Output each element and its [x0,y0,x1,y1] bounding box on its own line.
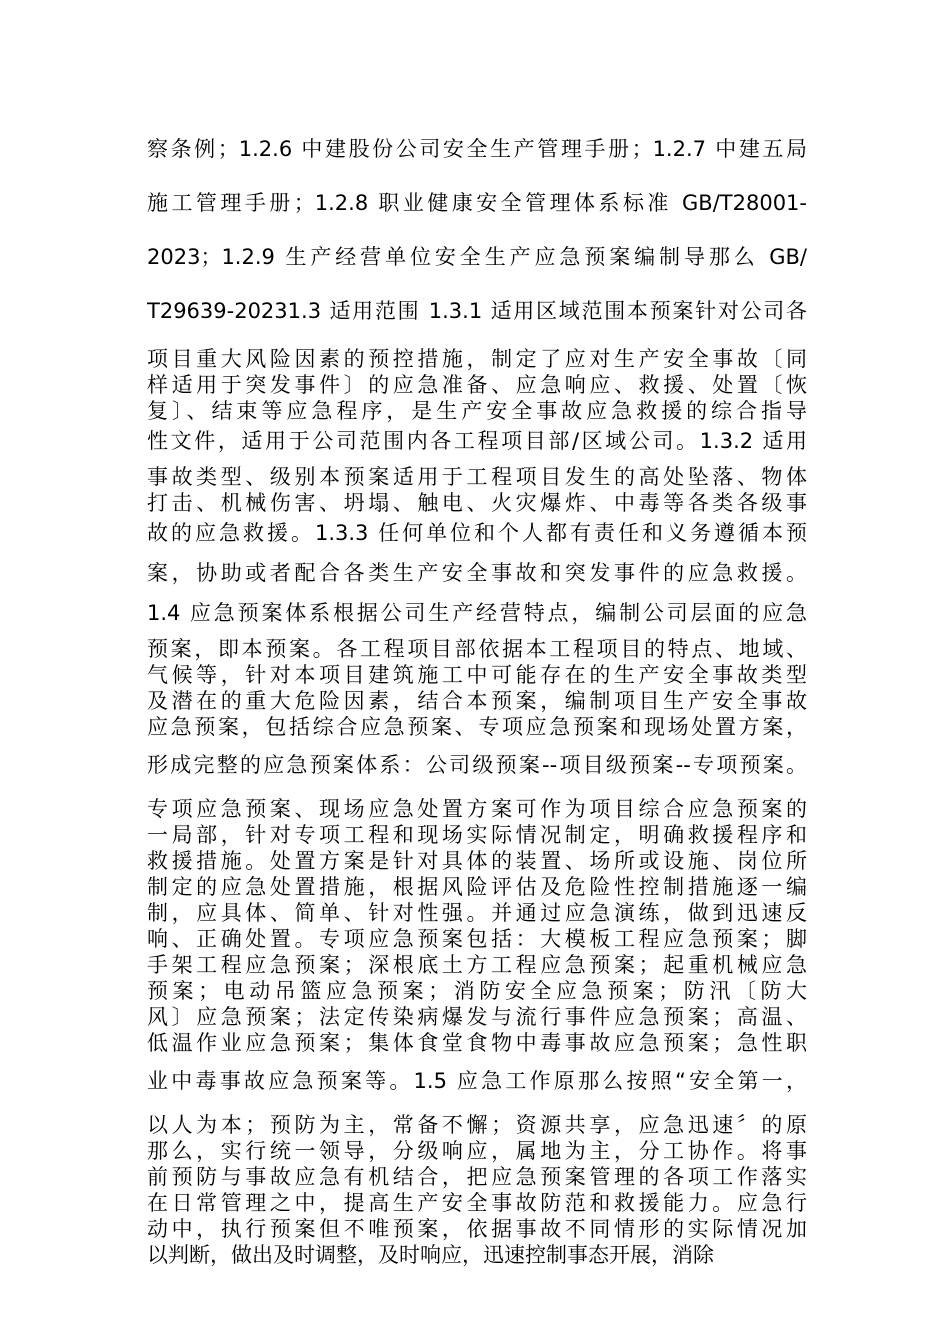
text-line: 那么，实行统一领导，分级响应，属地为主，分工协作。将事 [147,1139,807,1163]
text-line: 以人为本；预防为主，常备不懈；资源共享，应急迅速〞的原 [147,1113,807,1137]
text-line: 事故类型、级别本预案适用于工程项目发生的高处坠落、物体 [147,465,807,489]
text-line: 性文件，适用于公司范围内各工程项目部/区域公司。1.3.2 适用 [147,429,807,453]
text-line: 预案，即本预案。各工程项目部依据本工程项目的特点、地域、 [147,637,807,661]
text-line: 前预防与事故应急有机结合，把应急预案管理的各项工作落实 [147,1165,807,1189]
text-line: 打击、机械伤害、坍塌、触电、火灾爆炸、中毒等各类各级事 [147,491,807,515]
text-line: 一局部，针对专项工程和现场实际情况制定，明确救援程序和 [147,823,807,847]
text-line: 形成完整的应急预案体系：公司级预案--项目级预案--专项预案。 [147,753,807,777]
text-line: 在日常管理之中，提高生产安全事故防范和救援能力。应急行 [147,1191,807,1215]
text-line: 1.4 应急预案体系根据公司生产经营特点，编制公司层面的应急 [147,601,807,625]
text-line: 气候等，针对本项目建筑施工中可能存在的生产安全事故类型 [147,663,807,687]
text-line: 施工管理手册；1.2.8 职业健康安全管理体系标准 GB/T28001- [147,191,807,215]
text-line: 制，应具体、简单、针对性强。并通过应急演练，做到迅速反 [147,901,807,925]
text-line: 响、正确处置。专项应急预案包括：大模板工程应急预案；脚 [147,927,807,951]
text-line: 预案；电动吊篮应急预案；消防安全应急预案；防汛〔防大 [147,979,807,1003]
text-line: 故的应急救援。1.3.3 任何单位和个人都有责任和义务遵循本预 [147,521,807,545]
text-line: 样适用于突发事件〕的应急准备、应急响应、救援、处置〔恢 [147,373,807,397]
text-line: 以判断，做出及时调整，及时响应，迅速控制事态开展，消除 [147,1243,714,1267]
text-line: 动中，执行预案但不唯预案，依据事故不同情形的实际情况加 [147,1217,807,1241]
document-body [147,130,807,1268]
text-line: 复〕、结束等应急程序，是生产安全事故应急救援的综合指导 [147,399,807,423]
text-line: 专项应急预案、现场应急处置方案可作为项目综合应急预案的 [147,797,807,821]
text-line: 风〕应急预案；法定传染病爆发与流行事件应急预案；高温、 [147,1005,807,1029]
text-line: 案，协助或者配合各类生产安全事故和突发事件的应急救援。 [147,561,807,585]
text-line: 救援措施。处置方案是针对具体的装置、场所或设施、岗位所 [147,849,807,873]
text-line: 业中毒事故应急预案等。1.5 应急工作原那么按照“安全第一， [147,1069,807,1093]
text-line: 手架工程应急预案；深根底土方工程应急预案；起重机械应急 [147,953,807,977]
text-line: 应急预案，包括综合应急预案、专项应急预案和现场处置方案， [147,715,807,739]
text-line: 及潜在的重大危险因素，结合本预案，编制项目生产安全事故 [147,689,807,713]
text-line: 制定的应急处置措施，根据风险评估及危险性控制措施逐一编 [147,875,807,899]
text-line: 察条例；1.2.6 中建股份公司安全生产管理手册；1.2.7 中建五局 [147,137,807,161]
text-line: T29639-20231.3 适用范围 1.3.1 适用区域范围本预案针对公司各 [147,299,807,323]
text-line: 项目重大风险因素的预控措施，制定了应对生产安全事故〔同 [147,347,807,371]
text-line: 低温作业应急预案；集体食堂食物中毒事故应急预案；急性职 [147,1031,807,1055]
text-line: 2023；1.2.9 生产经营单位安全生产应急预案编制导那么 GB/ [147,245,807,269]
